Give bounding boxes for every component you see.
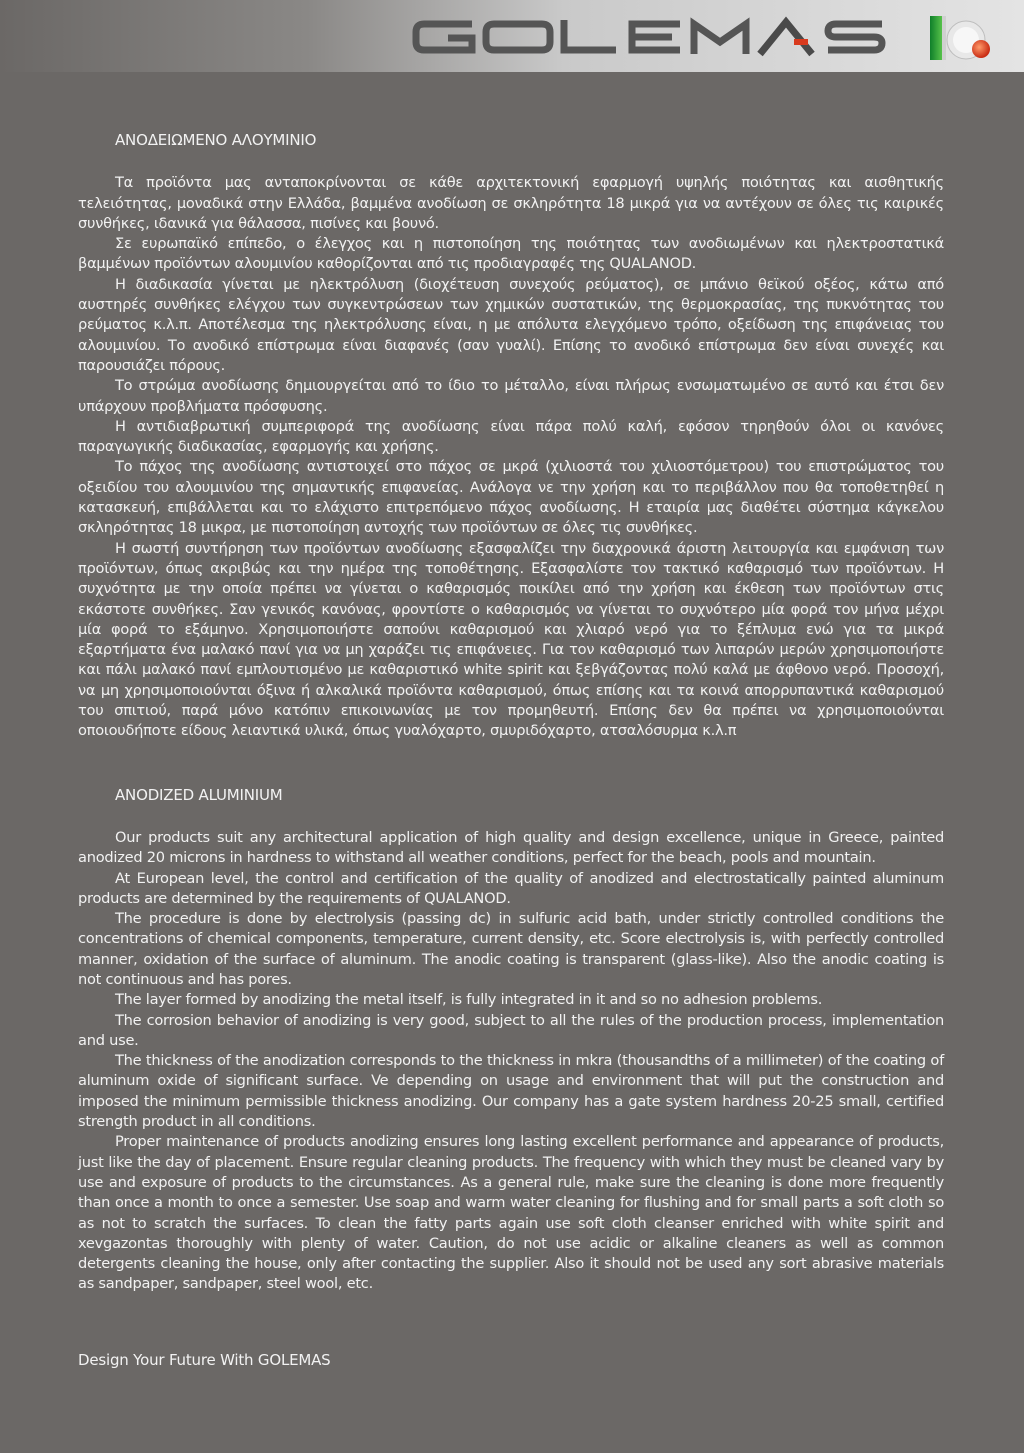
golemas-wordmark: [410, 12, 890, 60]
english-title: ANODIZED ALUMINIUM: [115, 785, 283, 804]
greek-paragraph: Η διαδικασία γίνεται με ηλεκτρόλυση (διοχέτευση συνεχούς ρεύματος), σε μπάνιο θεϊκού οξέος, κάτω από αυστηρές συνθήκες ελέγχου των συγκεντρώσεων των χημικών συστατικών, της θερμοκρασίας, της πυκνότητας του ρεύματος κ.λ.π. Αποτέλεσμα της ηλεκτρόλυσης είναι, η με απόλυτα ελεγχόμενο τρόπο, οξείδωση της επιφάνειας του αλουμινίου. Το ανοδικό επίστρωμα είναι διαφανές (σαν γυαλί). Επίσης το ανοδικό επίστρωμα δεν είναι συνεχές και παρουσιάζει πόρους.: [78, 275, 944, 374]
greek-paragraph: Το πάχος της ανοδίωσης αντιστοιχεί στο πάχος σε μκρά (χιλιοστά του χιλιοστόμετρου) του επιστρώματος του οξειδίου του αλουμινίου της σημαντικής επιφανείας. Ανάλογα νε την χρήση και το περιβάλλον που θα τοποθετηθεί η κατασκευή, επιβάλλεται και το ελάχιστο επιτρεπόμενο πάχος ανοδίωσης. Η εταιρία μας διαθέτει σύστημα κάγκελου σκληρότητας 18 μικρα, με πιστοποίηση αντοχής των προϊόντων σε όλες τις συνθήκες.: [78, 458, 944, 537]
footer-tagline: Design Your Future With GOLEMAS: [78, 1351, 331, 1369]
greek-paragraph: Τα προϊόντα μας ανταποκρίνονται σε κάθε αρχιτεκτονική εφαρμογή υψηλής ποιότητας και αισθητικής τελειότητας, μοναδικά στην Ελλάδα, βαμμένα ανοδίωση σε σκληρότητα 18 μικρά για να αντέχουν σε όλες τις καιρικές συνθήκες, ιδανικά για θάλασσα, πισίνες και βουνό.: [78, 174, 944, 232]
header-bar: [0, 0, 1024, 72]
golemas-emblem-icon: [928, 14, 994, 62]
english-paragraph: Proper maintenance of products anodizing ensures long lasting excellent performance and appearance of products, just like the day of placement. Ensure regular cleaning products. The frequency with which they must be cleaned vary by use and exposure of products to the circumstances. As a general rule, make sure the cleaning is done more frequently than once a month to once a semester. Use soap and warm water cleaning for flushing and for small parts a soft cloth so as not to scratch the surfaces. To clean the fatty parts again use soft cloth cleanser enriched with white spirit and xevgazontas thoroughly with plenty of water. Caution, do not use acidic or alkaline cleaners as well as common detergents cleaning the house, only after contacting the supplier. Also it should not be used any sort abrasive materials as sandpaper, sandpaper, steel wool, etc.: [78, 1133, 944, 1293]
main-content: [78, 130, 944, 1295]
greek-paragraph: Το στρώμα ανοδίωσης δημιουργείται από το ίδιο το μέταλλο, είναι πλήρως ενσωματωμένο σε αυτό και έτσι δεν υπάρχουν προβλήματα πρόσφυσης.: [78, 377, 944, 415]
greek-paragraph: Σε ευρωπαϊκό επίπεδο, ο έλεγχος και η πιστοποίηση της ποιότητας των ανοδιωμένων και ηλεκτροστατικά βαμμένων προϊόντων αλουμινίου καθορίζονται από τις προδιαγραφές της QUALANOD.: [78, 235, 944, 273]
english-section: [78, 785, 944, 1295]
greek-section: [78, 130, 944, 742]
english-paragraph: The procedure is done by electrolysis (passing dc) in sulfuric acid bath, under strictly controlled conditions the concentrations of chemical components, temperature, current density, etc. Score electrolysis is, with perfectly controlled manner, oxidation of the surface of aluminum. The anodic coating is transparent (glass-like). Also the anodic coating is not continuous and has pores.: [78, 910, 944, 988]
english-paragraph: At European level, the control and certification of the quality of anodized and electrostatically painted aluminum products are determined by the requirements of QUALANOD.: [78, 869, 944, 907]
english-paragraph: The corrosion behavior of anodizing is very good, subject to all the rules of the production process, implementation and use.: [78, 1011, 944, 1049]
english-paragraph: The layer formed by anodizing the metal itself, is fully integrated in it and so no adhesion problems.: [115, 991, 823, 1009]
greek-paragraph: Η σωστή συντήρηση των προϊόντων ανοδίωσης εξασφαλίζει την διαχρονικά άριστη λειτουργία και εμφάνιση των προϊόντων, όπως ακριβώς και την ημέρα της τοποθέτησης. Εξασφαλίστε τον τακτικό καθαρισμό των προϊόντων. Η συχνότητα με την οποία πρέπει να γίνεται ο καθαρισμός ποικίλει από την χρήση και έκθεση των προϊόντων στις εκάστοτε συνθήκες. Σαν γενικός κανόνας, φροντίστε ο καθαρισμός να γίνεται το συχνότερο μία φορά τον μήνα μέχρι μία φορά το εξάμηνο. Χρησιμοποιήστε σαπούνι καθαρισμού και χλιαρό νερό για το ξέπλυμα ενώ για τα μικρά εξαρτήματα ένα μαλακό πανί για να μη χαράζει τις επιφάνειες. Για τον καθαρισμό των λιπαρών μερών χρησιμοποιήστε και πάλι μαλακό πανί εμπλουτισμένο με καθαριστικό white spirit και ξεβγάζοντας πολύ καλά με άφθονο νερό. Προσοχή, να μη χρησιμοποιούνται όξινα ή αλκαλικά προϊόντα καθαρισμού, όπως επίσης και τα κοινά απορρυπαντικά καθαρισμού του σπιτιού, παρά μόνο κατόπιν επικοινωνίας με τον προμηθευτή. Επίσης δεν θα πρέπει να χρησιμοποιούνται οποιουδήποτε είδους λειαντικά υλικά, όπως γυαλόχαρτο, σμυριδόχαρτο, ατσαλόσυρμα κ.λ.π: [78, 539, 944, 740]
english-paragraph: The thickness of the anodization corresponds to the thickness in mkra (thousandths of a millimeter) of the coating of aluminum oxide of significant surface. Ve depending on usage and environment that will put the construction and imposed the minimum permissible thickness anodizing. Our company has a gate system hardness 20-25 small, certified strength product in all conditions.: [78, 1052, 944, 1131]
greek-title: ΑΝΟΔΕΙΩΜΕΝΟ ΑΛΟΥΜΙΝΙΟ: [115, 131, 317, 149]
greek-paragraph: Η αντιδιαβρωτική συμπεριφορά της ανοδίωσης είναι πάρα πολύ καλή, εφόσον τηρηθούν όλοι οι κανόνες παραγωγικής διαδικασίας, εφαρμογής και χρήσης.: [78, 417, 944, 456]
english-paragraph: Our products suit any architectural application of high quality and design excellence, unique in Greece, painted anodized 20 microns in hardness to withstand all weather conditions, perfect for the beach, pools and mountain.: [78, 828, 944, 867]
